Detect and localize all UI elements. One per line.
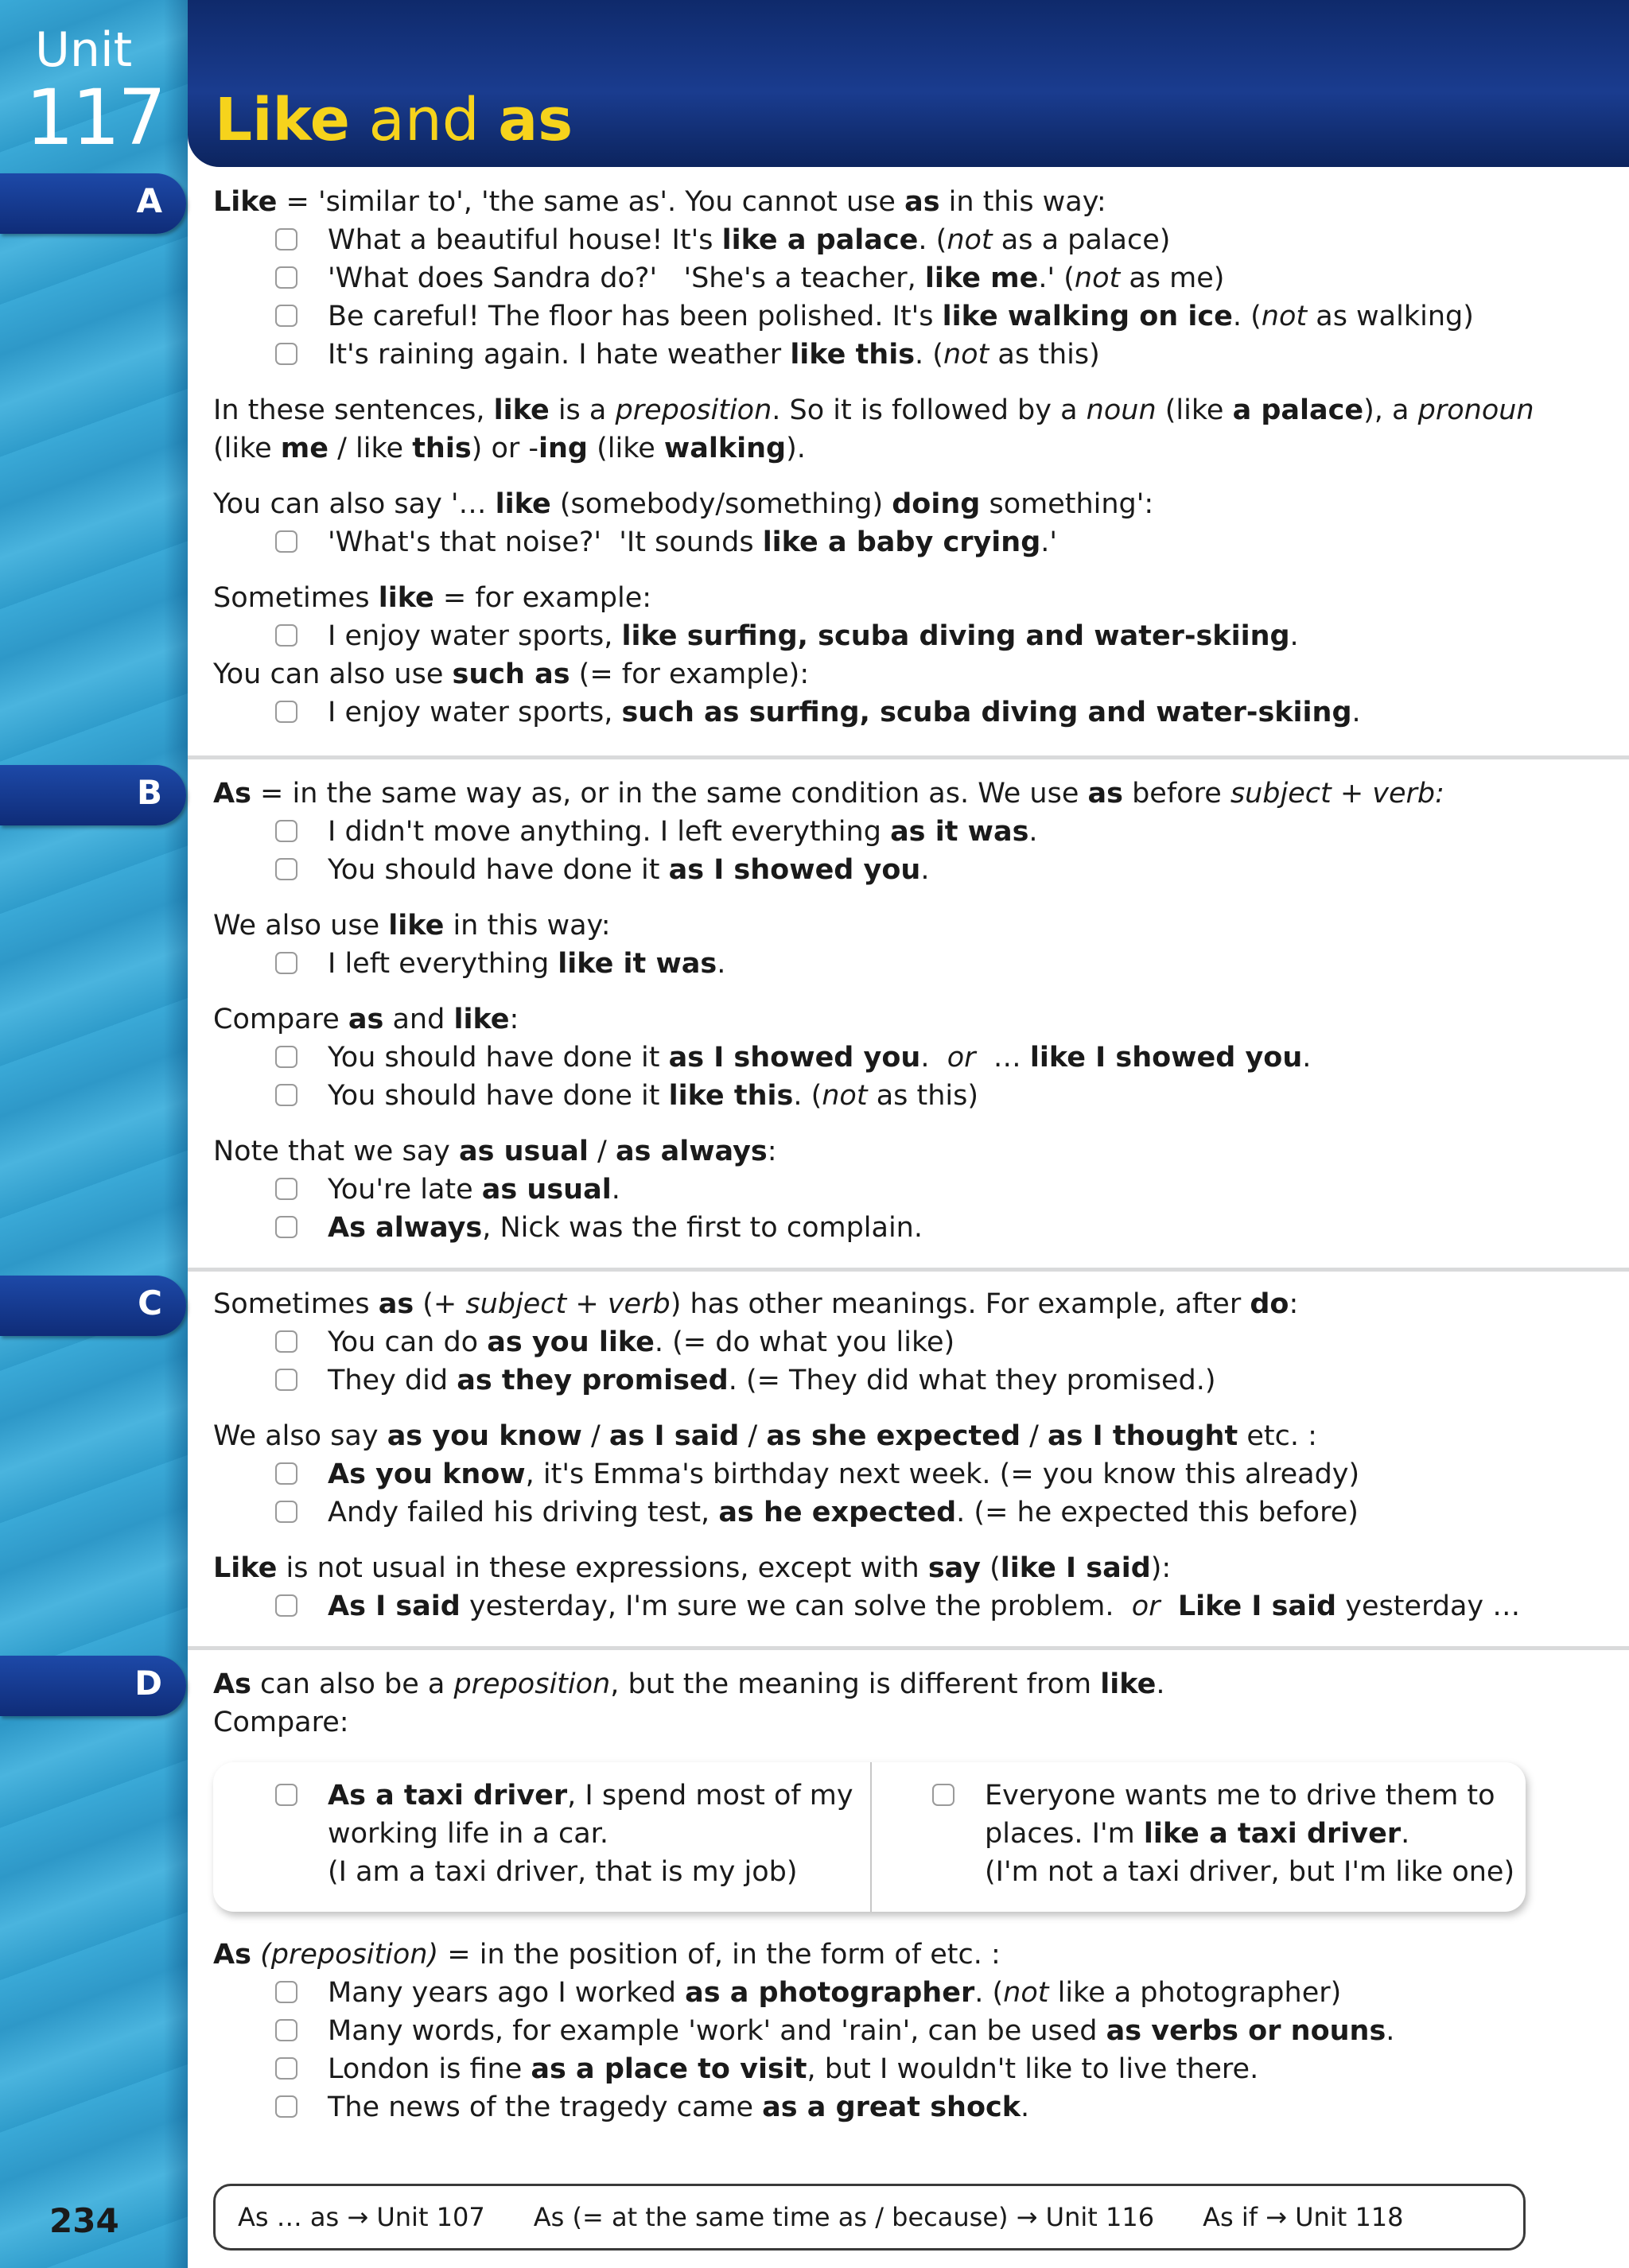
section-d-content: As can also be a preposition, but the meaning is different from like. Compare: As a taxi driver, I spend most of my working life in a car. (I am a taxi driver, that is my job) Everyone wants me to drive them to places. I'm like a taxi driver. (I'm not a taxi driver, but I'm like one) As (preposition) = in the position of, in the form of etc. : Many years ago I worked as a photographer. (not like a photographer) Many words, for example 'work' and 'rain', can be used as verbs or nouns. London is fine as a place to visit, but I wouldn't like to live there. The news of the tragedy came as a great shock. [213,1665,1565,2126]
section-divider [188,755,1629,759]
page-number: 234 [49,2201,119,2240]
section-a-content: Like = 'similar to', 'the same as'. You cannot use as in this way: What a beautiful house! It's like a palace. (not as a palace) 'What does Sandra do?' 'She's a teacher, like me.' (not as me) Be careful! The floor has been polished. It's like walking on ice. (not as walking) It's raining again. I hate weather like this. (not as this) In these sentences, like is a preposition. So it is followed by a noun (like a palace), a pronoun (like me / like this) or -ing (like walking). You can also say '… like (somebody/something) doing something': 'What's that noise?' 'It sounds like a baby crying.' Sometimes like = for example: I enjoy water sports, like surfing, scuba diving and water-skiing. You can also use such as (= for example): I enjoy water sports, such as surfing, scuba diving and water-skiing. [213,186,1534,728]
section-tab-b: B [0,765,186,825]
compare-box [213,1762,1526,1912]
cross-reference-box [213,2184,1526,2251]
compare-divider [870,1762,872,1912]
page-title: Like and as [215,86,573,154]
section-divider [188,1268,1629,1272]
ref-unit-118[interactable]: As if → Unit 118 [1203,2202,1404,2232]
section-tab-c: C [0,1276,186,1336]
compare-right: Everyone wants me to drive them to places. I'm like a taxi driver. (I'm not a taxi driver, but I'm like one) [985,1777,1514,1891]
section-c-content: Sometimes as (+ subject + verb) has other meanings. For example, after do: You can do as you like. (= do what you like) They did as they promised. (= They did what they promised.) We also say as you know / as I said / as she expected / as I thought etc. : As you know, it's Emma's birthday next week. (= you know this already) Andy failed his driving test, as he expected. (= he expected this before) Like is not usual in these expressions, except with say (like I said): As I said yesterday, I'm sure we can solve the problem. or Like I said yesterday … [213,1288,1521,1622]
unit-label: Unit [35,22,133,78]
sidebar-shade [164,0,188,2268]
section-tab-d: D [0,1656,186,1716]
section-tab-a: A [0,173,186,234]
section-divider [188,1646,1629,1650]
ref-unit-107[interactable]: As … as → Unit 107 [238,2202,485,2232]
section-b-content: As = in the same way as, or in the same condition as. We use as before subject + verb: I didn't move anything. I left everything as it was. You should have done it as I showed you. We also use like in this way: I left everything like it was. Compare as and like: You should have done it as I showed you. or … like I showed you. You should have done it like this. (not as this) Note that we say as usual / as always: You're late as usual. As always, Nick was the first to complain. [213,778,1444,1244]
unit-number: 117 [25,73,165,162]
compare-left: As a taxi driver, I spend most of my working life in a car. (I am a taxi driver, that is my job) [328,1777,853,1891]
ref-unit-116[interactable]: As (= at the same time as / because) → Unit 116 [533,2202,1155,2232]
sidebar [0,0,188,2268]
